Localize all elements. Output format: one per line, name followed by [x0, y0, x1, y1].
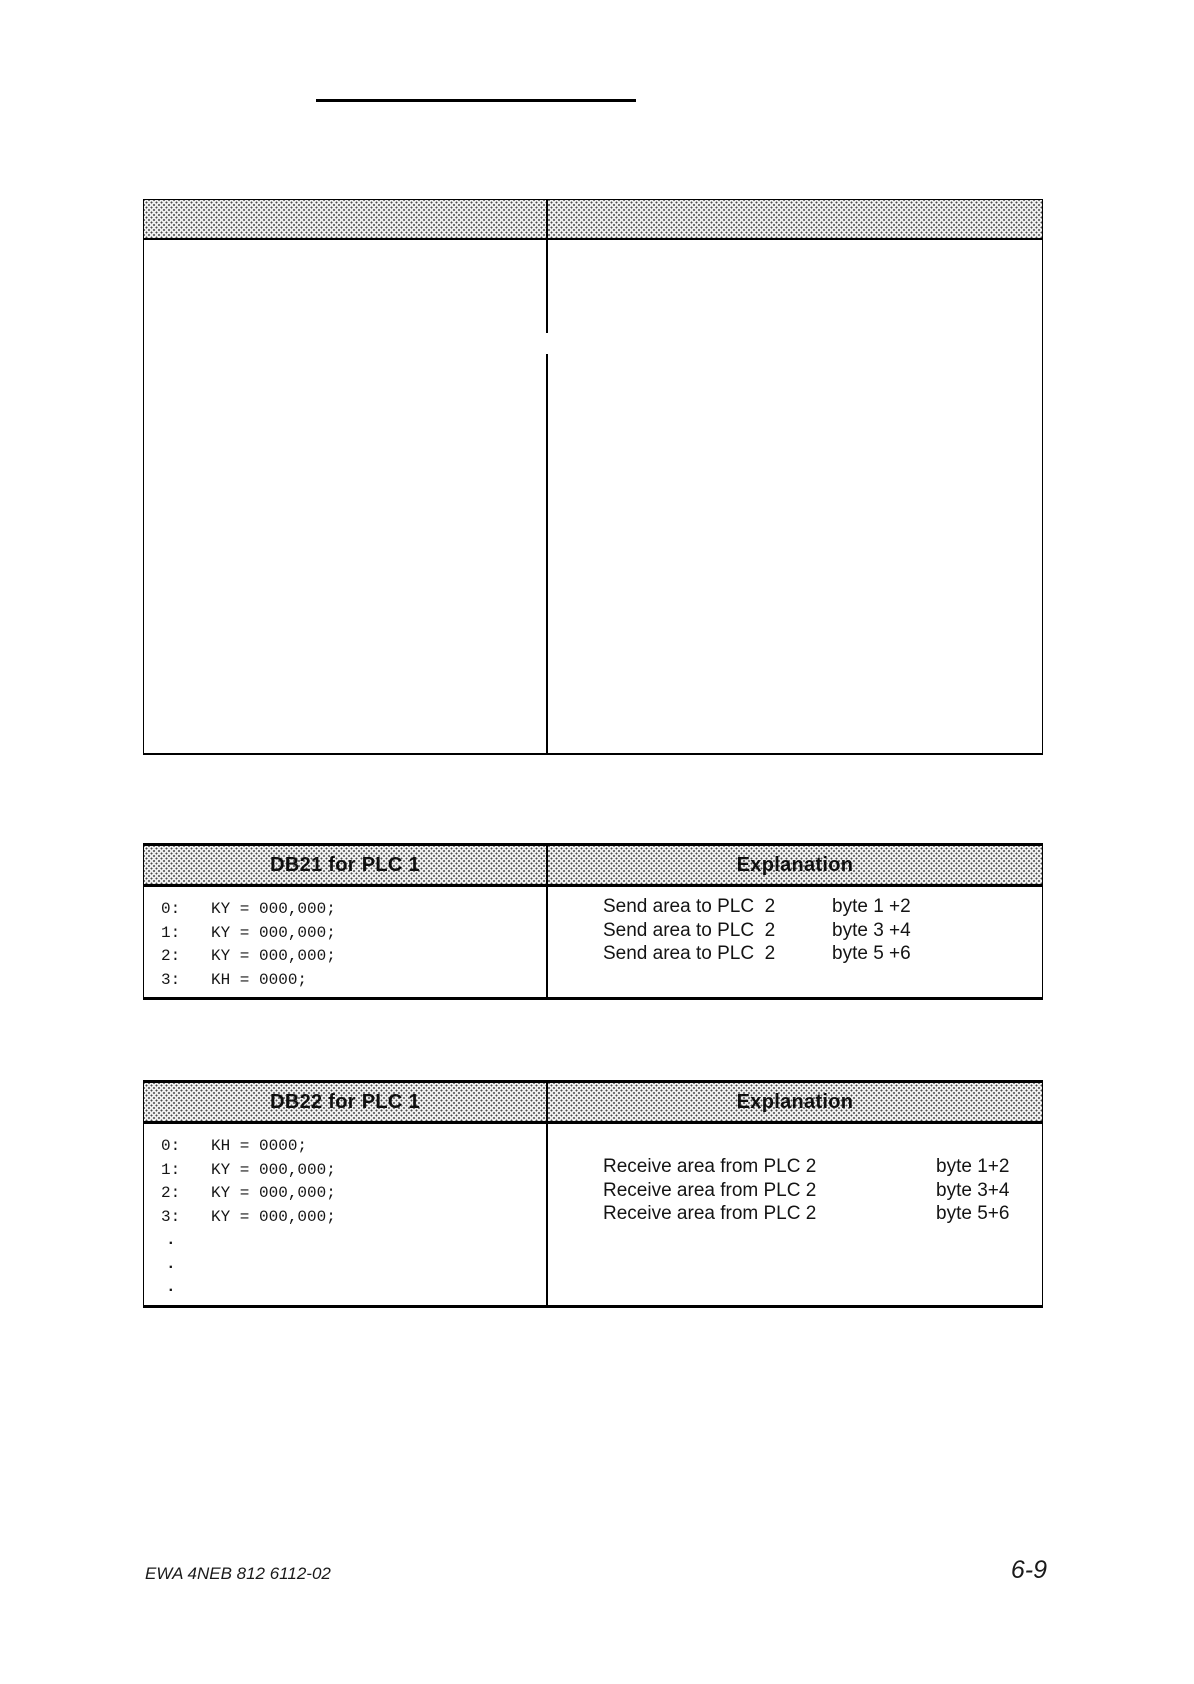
code-row — [161, 1159, 546, 1183]
byte-range: byte 5+6 — [936, 1203, 1010, 1224]
explanation-text: Receive area from PLC 2 — [603, 1179, 817, 1201]
code-label: 2: — [161, 1184, 181, 1202]
empty-table-body — [144, 240, 1042, 753]
empty-table-header-cell-left — [144, 200, 548, 238]
code-row — [161, 898, 546, 922]
code-label: 3: — [161, 1207, 181, 1226]
byte-range: byte 1+2 — [936, 1156, 1010, 1177]
explanation-text: Receive area from PLC 2 — [603, 1203, 817, 1224]
db21-header-cell-right — [548, 846, 1042, 884]
db21-explanation-title: Explanation — [736, 853, 854, 876]
code-value: KH = 0000; — [211, 970, 308, 989]
code-row — [161, 1206, 546, 1230]
ellipsis-row — [161, 1253, 546, 1277]
db22-body — [144, 1124, 1042, 1305]
byte-range: byte 1 +2 — [832, 896, 911, 917]
code-value: KH = 0000; — [211, 1137, 308, 1155]
code-value: KY = 000,000; — [211, 1207, 336, 1226]
db21-header-cell-left — [144, 846, 548, 884]
explanation-text: Send area to PLC 2 — [603, 943, 776, 964]
empty-table-header-cell-right — [548, 200, 1042, 238]
explanation-text: Send area to PLC 2 — [603, 919, 776, 941]
byte-range: byte 3 +4 — [832, 919, 911, 941]
code-value: KY = 000,000; — [211, 947, 336, 965]
db22-code-column — [144, 1124, 548, 1305]
code-row — [161, 1135, 546, 1159]
ellipsis-row — [161, 1229, 546, 1253]
top-rule — [316, 99, 636, 102]
empty-table-header-row — [144, 200, 1042, 240]
code-row — [161, 1182, 546, 1206]
explanation-row — [603, 1179, 1042, 1203]
code-label: 0: — [161, 900, 181, 918]
db21-header-row — [144, 846, 1042, 887]
footer-doc-number: EWA 4NEB 812 6112-02 — [145, 1564, 331, 1583]
footer-page-number: 6-9 — [1010, 1556, 1047, 1584]
divider-gap — [546, 333, 552, 354]
explanation-row — [603, 1202, 1042, 1226]
empty-table — [143, 199, 1043, 755]
empty-table-body-cell-left — [144, 240, 548, 753]
code-label: 2: — [161, 947, 181, 965]
code-row — [161, 969, 546, 993]
code-value: KY = 000,000; — [211, 1160, 336, 1179]
db21-title: DB21 for PLC 1 — [270, 853, 420, 876]
db22-explanation-column — [548, 1124, 1042, 1305]
explanation-text: Receive area from PLC 2 — [603, 1156, 817, 1177]
db22-explanation-title: Explanation — [736, 1090, 854, 1113]
code-value: KY = 000,000; — [211, 1184, 336, 1202]
explanation-text: Send area to PLC 2 — [603, 896, 776, 917]
code-row — [161, 945, 546, 969]
explanation-row — [603, 895, 1042, 919]
explanation-row — [603, 1155, 1042, 1179]
code-label: 1: — [161, 1160, 181, 1179]
db21-code-column — [144, 887, 548, 997]
db22-header-cell-right — [548, 1083, 1042, 1121]
code-label: 1: — [161, 923, 181, 942]
code-label: 3: — [161, 970, 181, 989]
db22-header-row — [144, 1083, 1042, 1124]
db22-title: DB22 for PLC 1 — [270, 1090, 420, 1113]
empty-table-body-cell-right — [548, 240, 1042, 753]
code-row — [161, 922, 546, 946]
ellipsis-row — [161, 1276, 546, 1300]
code-label: 0: — [161, 1137, 181, 1155]
db21-body — [144, 887, 1042, 997]
byte-range: byte 5 +6 — [832, 943, 911, 964]
db21-table — [143, 843, 1043, 1000]
explanation-row — [603, 942, 1042, 966]
ellipsis-dot: . — [166, 1254, 176, 1273]
ellipsis-dot: . — [166, 1231, 176, 1249]
ellipsis-dot: . — [166, 1278, 176, 1296]
db22-table — [143, 1080, 1043, 1308]
explanation-row — [603, 919, 1042, 943]
db21-explanation-column — [548, 887, 1042, 997]
code-value: KY = 000,000; — [211, 923, 336, 942]
code-value: KY = 000,000; — [211, 900, 336, 918]
db22-header-cell-left — [144, 1083, 548, 1121]
byte-range: byte 3+4 — [936, 1179, 1010, 1201]
